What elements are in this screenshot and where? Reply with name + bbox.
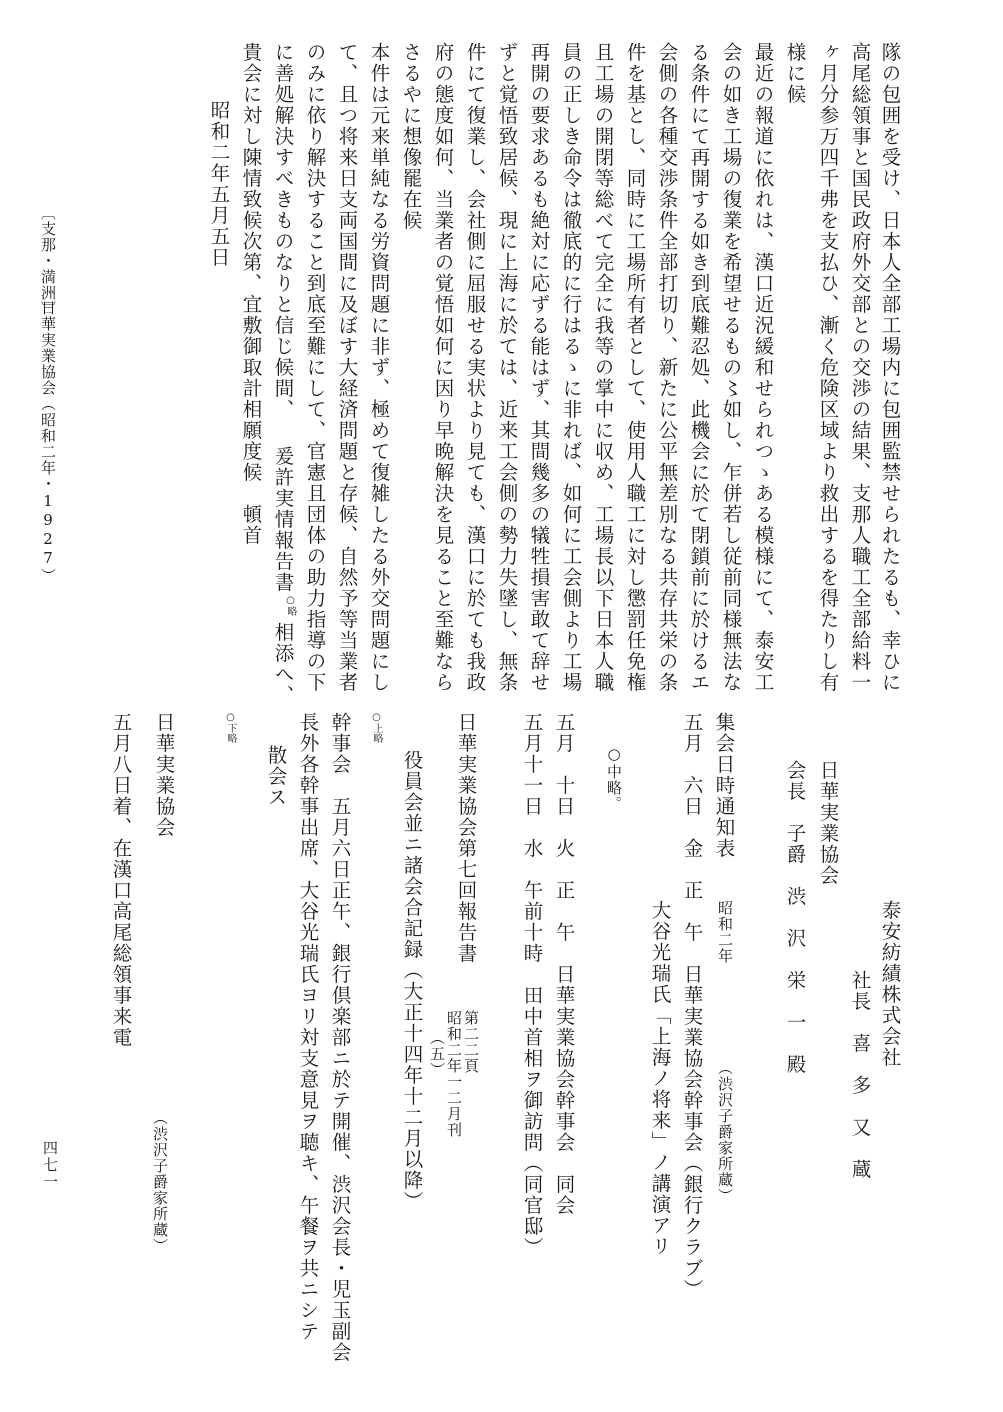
- schedule-row: 大谷光瑞氏「上海ノ将来」ノ講演アリ: [648, 900, 672, 1257]
- report-meta: 第二二頁: [462, 1010, 480, 1074]
- paragraph-line: 隊の包囲を受け、日本人全部工場内に包囲監禁せられたるも、幸ひに: [878, 42, 902, 693]
- paragraph-line: 府の態度如何、当業者の覚悟如何に因り早晩解決を見ること至難なら: [431, 42, 455, 693]
- category-label: 〔支那・満洲〕: [39, 205, 57, 317]
- meeting-line: 散会ス: [264, 745, 288, 808]
- report-subtitle: 役員会並ニ諸会合記録（大正十四年十二月以降）: [400, 750, 424, 1212]
- schedule-row: 五月 十日 火 正 午 日華実業協会幹事会 同会: [552, 712, 576, 1216]
- report-title: 日華実業協会第七回報告書: [454, 712, 478, 964]
- schedule-row: 五月十一日 水 午前十時 田中首相ヲ御訪問（同官邸）: [520, 712, 544, 1258]
- paragraph-line: 様に候: [783, 42, 807, 105]
- schedule-row: 五月 六日 金 正 午 日華実業協会幹事会（銀行クラブ）: [680, 712, 704, 1300]
- org-source: （渋沢子爵家所蔵）: [151, 1110, 169, 1254]
- date-line: 昭和二年五月五日: [207, 100, 231, 268]
- telegram-line: 五月八日着、在漢口高尾総領事来電: [109, 712, 133, 1048]
- paragraph-line: に善処解決すべきものなりと信じ候間、: [271, 42, 295, 420]
- enclosure-tag: ○略: [285, 595, 296, 616]
- paragraph-line: さるやに想像罷在候: [399, 42, 423, 231]
- paragraph-line: 会の如き工場の復業を希望せるもの〻如し、乍併若し従前同様無法な: [719, 42, 743, 693]
- schedule-title: 集会日時通知表: [712, 712, 736, 859]
- enclosure-note: 爰許実情報告書: [271, 446, 295, 593]
- page-number: 四七一: [41, 1140, 59, 1191]
- meeting-line: 幹事会 五月六日正午、銀行倶楽部ニ於テ開催、渋沢会長・児玉副会: [328, 712, 352, 1363]
- enclosure-ref: 相添へ、: [271, 622, 295, 706]
- paragraph-line: 貴会に対し陳情致候次第、宜敷御取計相願度候 頓首: [239, 42, 263, 546]
- schedule-year: 昭和二年: [716, 900, 734, 964]
- paragraph-line: ヶ月分参万四千弗を支払ひ、漸く危険区域より救出するを得たりし有: [816, 42, 840, 693]
- omission-mark: ○中略。: [605, 745, 623, 812]
- paragraph-line: る条件にて再開する如き到底難忍処、此機会に於て閉鎖前に於けるエ: [687, 42, 711, 693]
- paragraph-line: 最近の報道に依れは、漢口近況緩和せられつゝある模様にて、泰安工: [751, 42, 775, 693]
- sender-company: 泰安紡績株式会社: [878, 900, 902, 1068]
- report-meta: （五）: [428, 1030, 446, 1078]
- paragraph-line: 員の正しき命令は徹底的に行はるゝに非れば、如何に工会側より工場: [559, 42, 583, 693]
- omission-mark: ○下略: [225, 712, 236, 743]
- paragraph-line: 高尾総領事と国民政府外交部との交渉の結果、支那人職工全部給料一: [848, 42, 872, 693]
- paragraph-line: ずと覚悟致居候、現に上海に於ては、近来工会側の勢力失墜し、無条: [495, 42, 519, 693]
- paragraph-line: て、且つ将来日支両国間に及ぼす大経済問題と存候、自然予等当業者: [335, 42, 359, 693]
- meeting-line: 長外各幹事出席、大谷光瑞氏ヨリ対支意見ヲ聴キ、午餐ヲ共ニシテ: [296, 712, 320, 1342]
- report-meta: 昭和二年一二月刊: [445, 1010, 463, 1138]
- paragraph-line: 会側の各種交渉条件全部打切り、新たに公平無差別なる共存共栄の条: [655, 42, 679, 693]
- paragraph-line: のみに依り解決すること到底至難にして、官憲且団体の助力指導の下: [303, 42, 327, 693]
- paragraph-line: 件を基とし、同時に工場所有者として、使用人職工に対し懲罰任免権: [623, 42, 647, 693]
- paragraph-line: 且工場の開閉等総べて完全に我等の掌中に収め、工場長以下日本人職: [591, 42, 615, 693]
- source-note: （渋沢子爵家所蔵）: [716, 1060, 734, 1204]
- omission-mark: ○上略: [371, 712, 382, 743]
- org-heading: 日華実業協会: [152, 712, 176, 838]
- sender-name: 社長 喜 多 又 蔵: [848, 970, 872, 1180]
- paragraph-line: 本件は元来単純なる労資問題に非ず、極めて復雑したる外交問題にし: [367, 42, 391, 693]
- series-label: 日華実業協会（昭和二年・1927）: [39, 300, 57, 584]
- paragraph-line: 再開の要求あるも絶対に応ずる能はず、其間幾多の犠牲損害敢て辞せ: [527, 42, 551, 693]
- recipient-org: 日華実業協会: [816, 760, 840, 886]
- recipient-name: 会長 子爵 渋 沢 栄 一 殿: [783, 760, 807, 1075]
- paragraph-line: 件にて復業し、会社側に屈服せる実状より見ても、漢口に於ても我政: [463, 42, 487, 693]
